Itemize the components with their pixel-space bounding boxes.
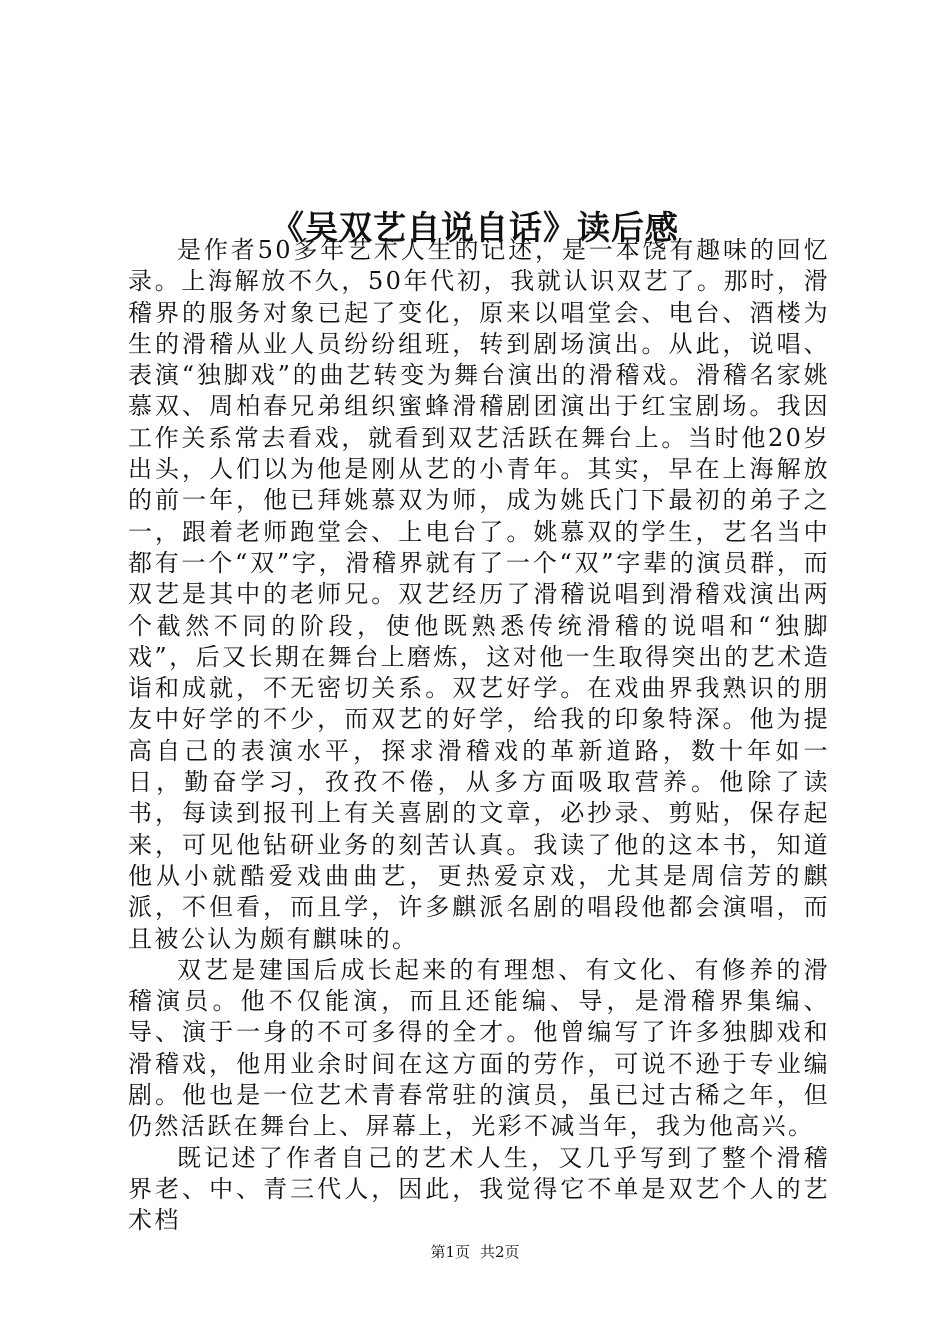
document-title: 《吴双艺自说自话》读后感 — [271, 208, 679, 248]
page-footer — [0, 1242, 950, 1262]
paragraph-3: 既记述了作者自己的艺术人生，又几乎写到了整个滑稽界老、中、青三代人，因此，我觉得它不单是双艺个人的艺术档 — [128, 1143, 830, 1235]
paragraph-2: 双艺是建国后成长起来的有理想、有文化、有修养的滑稽演员。他不仅能演，而且还能编、导，是滑稽界集编、导、演于一身的不可多得的全才。他曾编写了许多独脚戏和滑稽戏，他用业余时间在这方面的劳作，可说不逊于专业编剧。他也是一位艺术青春常驻的演员，虽已过古稀之年，但仍然活跃在舞台上、屏幕上，光彩不减当年，我为他高兴。 — [128, 955, 830, 1141]
paragraph-1: 是作者50多年艺术人生的记述，是一本饶有趣味的回忆录。上海解放不久，50年代初，我就认识双艺了。那时，滑稽界的服务对象已起了变化，原来以唱堂会、电台、酒楼为生的滑稽从业人员纷纷组班，转到剧场演出。从此，说唱、表演“独脚戏”的曲艺转变为舞台演出的滑稽戏。滑稽名家姚慕双、周柏春兄弟组织蜜蜂滑稽剧团演出于红宝剧场。我因工作关系常去看戏，就看到双艺活跃在舞台上。当时他20岁出头，人们以为他是刚从艺的小青年。其实，早在上海解放的前一年，他已拜姚慕双为师，成为姚氏门下最初的弟子之一，跟着老师跑堂会、上电台了。姚慕双的学生，艺名当中都有一个“双”字，滑稽界就有了一个“双”字辈的演员群，而双艺是其中的老师兄。双艺经历了滑稽说唱到滑稽戏演出两个截然不同的阶段，使他既熟悉传统滑稽的说唱和“独脚戏”，后又长期在舞台上磨炼，这对他一生取得突出的艺术造诣和成就，不无密切关系。双艺好学。在戏曲界我熟识的朋友中好学的不少，而双艺的好学，给我的印象特深。他为提高自己的表演水平，探求滑稽戏的革新道路，数十年如一日，勤奋学习，孜孜不倦，从多方面吸取营养。他除了读书，每读到报刊上有关喜剧的文章，必抄录、剪贴，保存起来，可见他钻研业务的刻苦认真。我读了他的这本书，知道他从小就酷爱戏曲曲艺，更热爱京戏，尤其是周信芳的麒派，不但看，而且学，许多麒派名剧的唱段他都会演唱，而且被公认为颇有麒味的。 — [128, 236, 830, 953]
page-number-total: 共2页 — [480, 1243, 520, 1261]
page-number-current: 第1页 — [430, 1243, 470, 1261]
document-body — [128, 235, 830, 1237]
